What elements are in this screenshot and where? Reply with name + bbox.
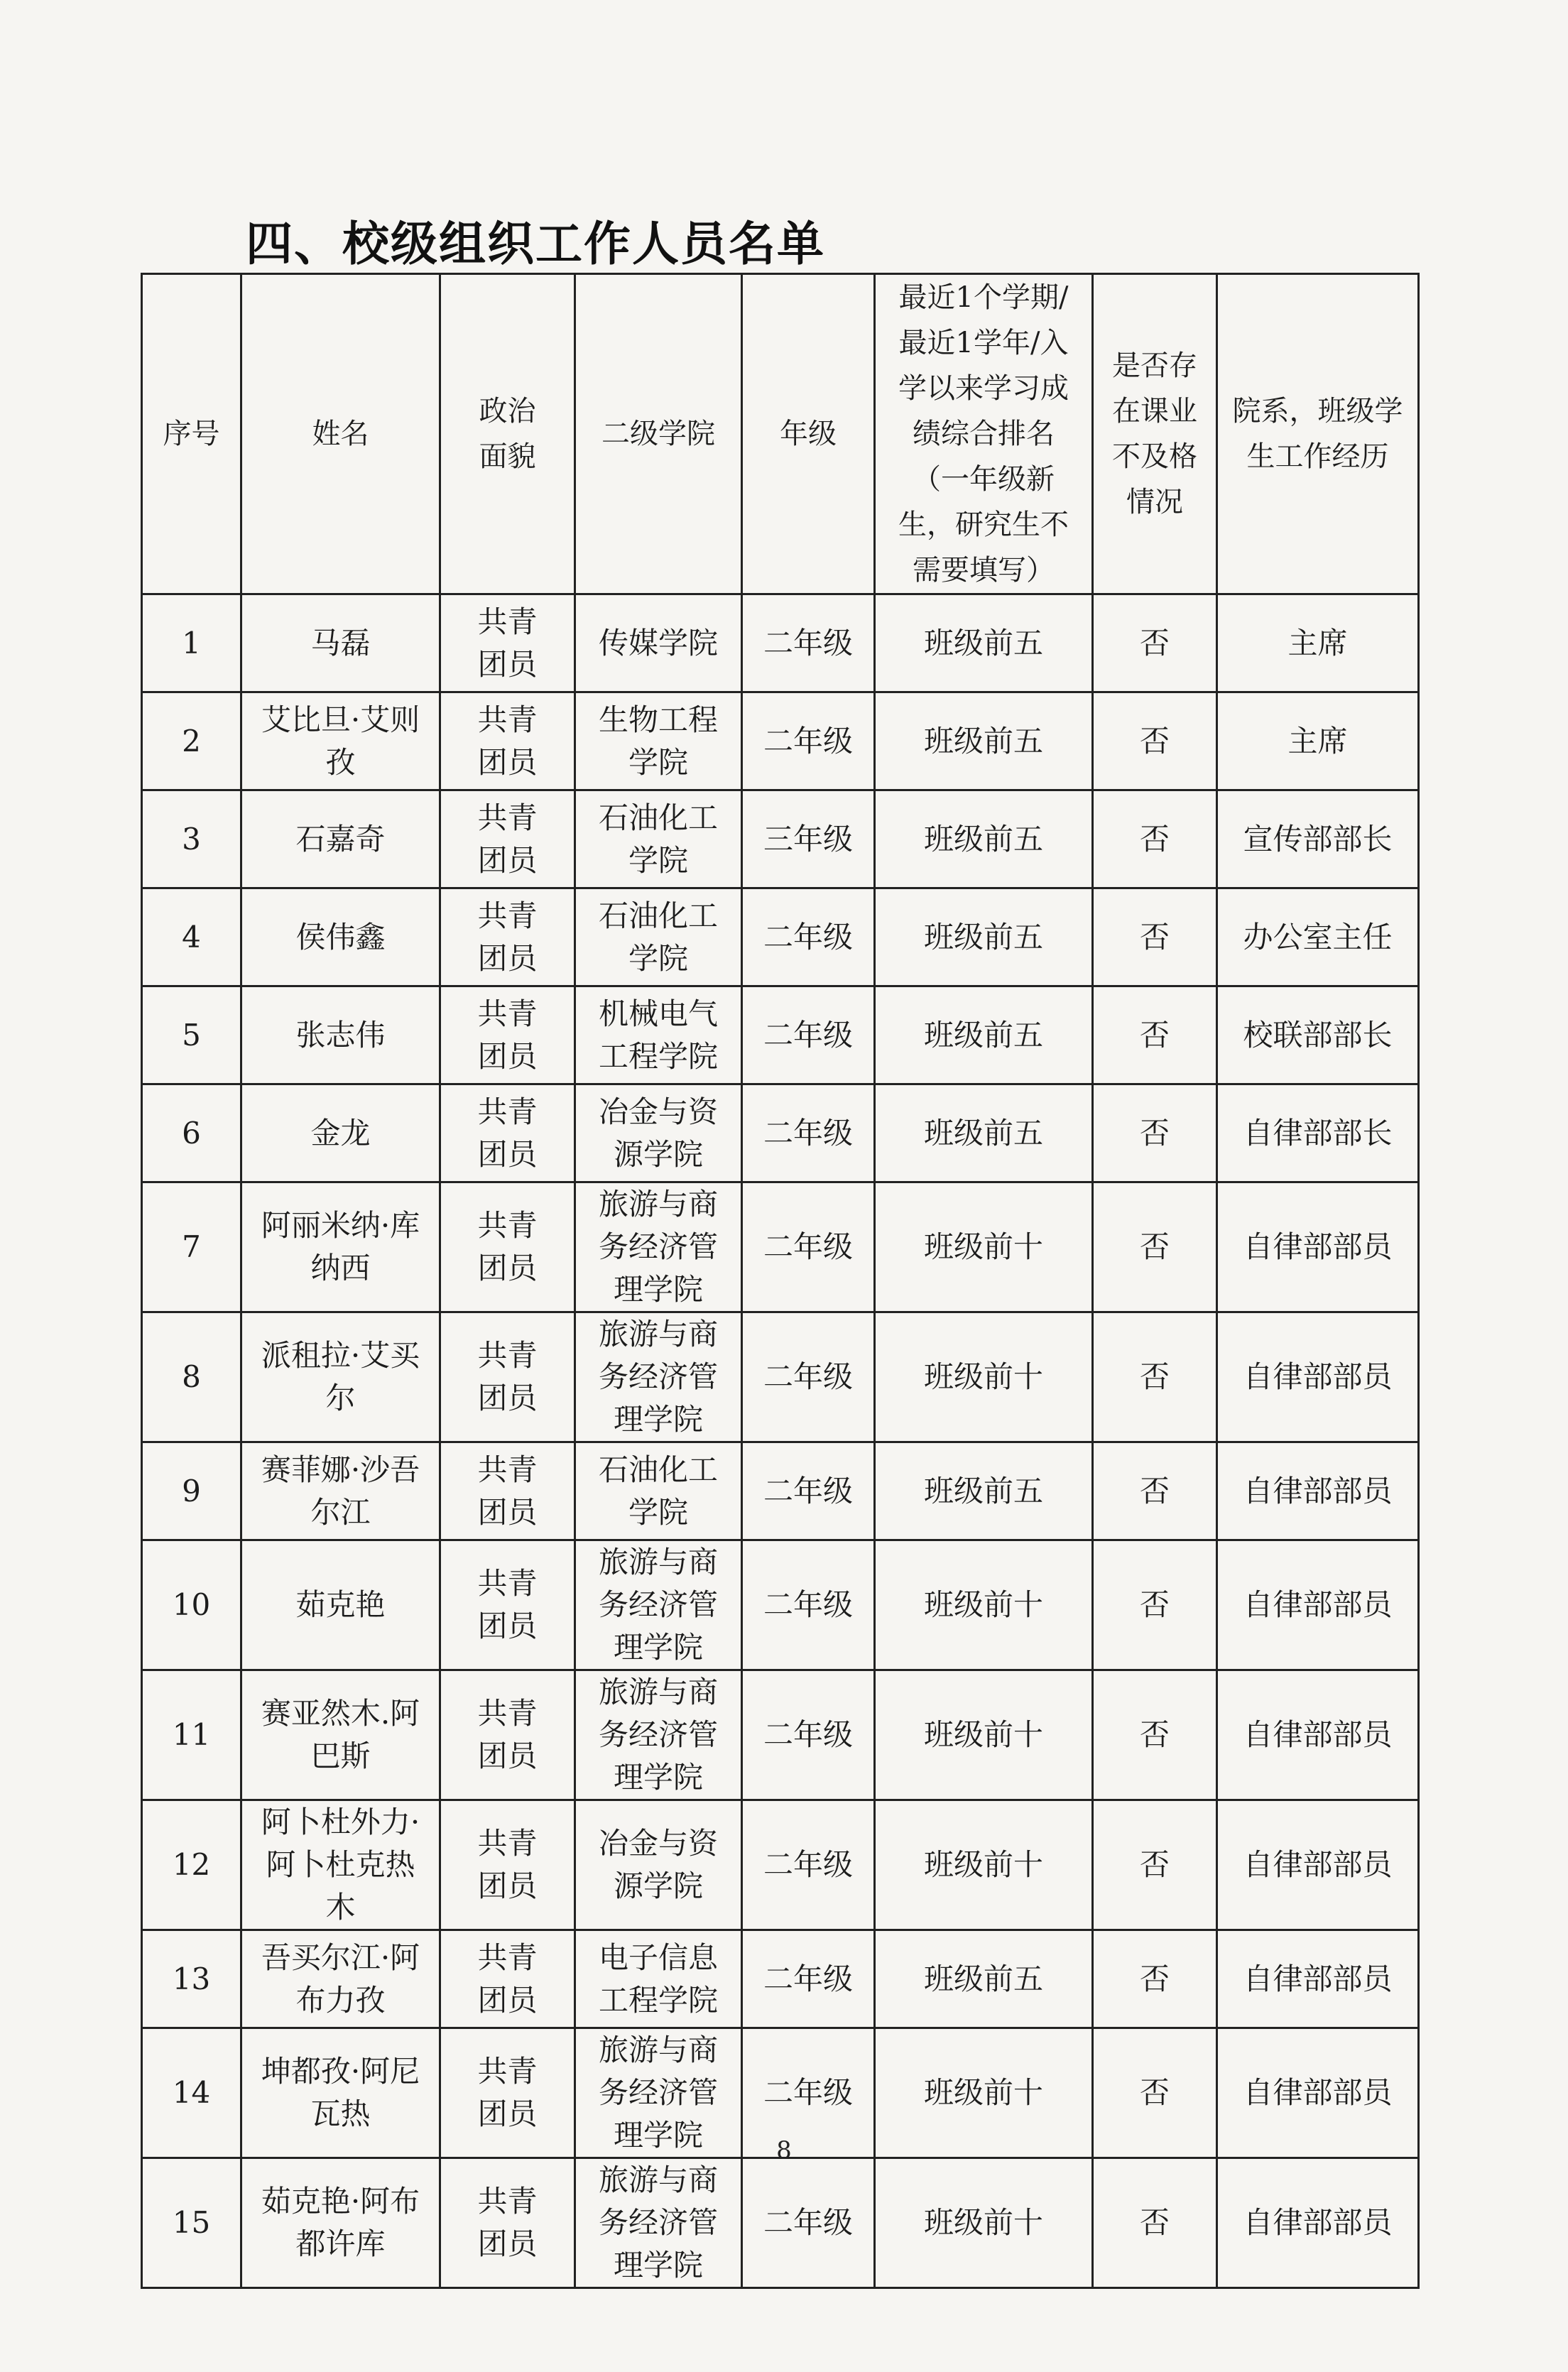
college-text: 冶金与资源学院 [598,1094,718,1172]
college-text: 旅游与商务经济管理学院 [598,2033,718,2153]
failed-courses-text: 否 [1139,1017,1170,1052]
cell-college [575,790,742,888]
cell-college [575,986,742,1084]
failed-courses-text: 否 [1139,1473,1170,1508]
header-row [142,274,1419,594]
cell-work-experience [1217,1084,1419,1182]
table-row [142,1800,1419,1930]
cell-work-experience [1217,692,1419,790]
college-text: 机械电气工程学院 [598,996,718,1074]
ranking-text: 班级前五 [923,1473,1043,1508]
name-text: 张志伟 [295,1017,386,1052]
cell-work-experience [1217,888,1419,986]
cell-college [575,1930,742,2028]
name-text: 坤都孜·阿尼瓦热 [261,2054,420,2131]
cell-college [575,1442,742,1540]
cell-index [142,1540,241,1670]
grade-text: 二年级 [763,2205,853,2240]
cell-failed-courses [1093,1930,1217,2028]
political-status-text: 共青团员 [477,2054,538,2131]
grade-text: 二年级 [763,1587,853,1622]
political-status-text: 共青团员 [477,1094,538,1172]
political-status-text: 共青团员 [477,1338,538,1415]
cell-ranking [875,2158,1093,2288]
political-status-text: 共青团员 [477,898,538,976]
cell-ranking [875,1442,1093,1540]
cell-name [241,1670,440,1800]
grade-text: 二年级 [763,1359,853,1394]
cell-political-status [440,790,575,888]
cell-ranking [875,1800,1093,1930]
cell-work-experience [1217,1442,1419,1540]
table-row [142,2158,1419,2288]
failed-courses-text: 否 [1139,1961,1170,1996]
cell-ranking [875,1670,1093,1800]
cell-college [575,1540,742,1670]
header-cell-work-experience: 院系，班级学生工作经历 [1217,274,1419,594]
cell-work-experience [1217,1800,1419,1930]
ranking-text: 班级前十 [923,1847,1043,1882]
grade-text: 二年级 [763,1115,853,1150]
college-text: 冶金与资源学院 [598,1826,718,1903]
cell-grade [742,1312,875,1442]
grade-text: 二年级 [763,723,853,758]
table-row [142,888,1419,986]
cell-work-experience [1217,1930,1419,2028]
ranking-text: 班级前五 [923,1017,1043,1052]
cell-name [241,1312,440,1442]
name-text: 赛菲娜·沙吾尔江 [261,1452,420,1530]
cell-failed-courses [1093,1540,1217,1670]
college-text: 旅游与商务经济管理学院 [598,1545,718,1665]
cell-political-status [440,1930,575,2028]
name-text: 赛亚然木.阿巴斯 [261,1696,420,1773]
cell-failed-courses [1093,594,1217,692]
cell-index [142,2158,241,2288]
name-text: 茹克艳 [295,1587,386,1622]
cell-college [575,594,742,692]
cell-work-experience [1217,1540,1419,1670]
cell-name [241,1800,440,1930]
ranking-text: 班级前十 [923,2075,1043,2110]
index-text: 12 [172,1847,211,1882]
cell-political-status [440,1540,575,1670]
cell-failed-courses [1093,1182,1217,1312]
ranking-text: 班级前五 [923,919,1043,954]
political-status-text: 共青团员 [477,702,538,780]
index-text: 7 [182,1229,201,1264]
table-row [142,790,1419,888]
cell-index [142,594,241,692]
college-text: 石油化工学院 [598,1452,718,1530]
grade-text: 二年级 [763,1473,853,1508]
cell-work-experience [1217,1182,1419,1312]
roster-body [142,594,1419,2288]
name-text: 金龙 [310,1115,371,1150]
cell-failed-courses [1093,1312,1217,1442]
cell-name [241,1182,440,1312]
grade-text: 二年级 [763,1017,853,1052]
college-text: 旅游与商务经济管理学院 [598,1317,718,1437]
political-status-text: 共青团员 [477,1940,538,2018]
cell-index [142,888,241,986]
cell-ranking [875,888,1093,986]
cell-work-experience [1217,1670,1419,1800]
cell-college [575,692,742,790]
name-text: 艾比旦·艾则孜 [261,702,420,780]
cell-index [142,1084,241,1182]
name-text: 侯伟鑫 [295,919,386,954]
cell-index [142,1800,241,1930]
work-experience-text: 校联部部长 [1243,1017,1393,1052]
cell-ranking [875,1540,1093,1670]
cell-grade [742,1800,875,1930]
cell-name [241,1084,440,1182]
cell-index [142,1670,241,1800]
failed-courses-text: 否 [1139,1115,1170,1150]
work-experience-text: 主席 [1287,723,1348,758]
index-text: 1 [182,625,201,660]
name-text: 马磊 [310,625,371,660]
cell-grade [742,986,875,1084]
table-row [142,1442,1419,1540]
cell-college [575,1182,742,1312]
cell-failed-courses [1093,2028,1217,2158]
cell-index [142,692,241,790]
index-text: 4 [182,919,201,954]
cell-failed-courses [1093,888,1217,986]
cell-name [241,2158,440,2288]
name-text: 阿卜杜外力·阿卜杜克热木 [261,1805,420,1925]
college-text: 旅游与商务经济管理学院 [598,1187,718,1307]
cell-index [142,986,241,1084]
section-title: 四、校级组织工作人员名单 [246,217,825,271]
failed-courses-text: 否 [1139,821,1170,856]
cell-name [241,692,440,790]
failed-courses-text: 否 [1139,723,1170,758]
page-number: 8 [776,2136,792,2165]
header-cell-political-status: 政治面貌 [440,274,575,594]
cell-name [241,790,440,888]
cell-index [142,790,241,888]
cell-failed-courses [1093,986,1217,1084]
cell-work-experience [1217,2158,1419,2288]
cell-ranking [875,2028,1093,2158]
index-text: 14 [172,2075,211,2110]
cell-grade [742,1670,875,1800]
cell-ranking [875,1084,1093,1182]
ranking-text: 班级前十 [923,1717,1043,1752]
cell-college [575,1312,742,1442]
cell-political-status [440,986,575,1084]
work-experience-text: 自律部部员 [1243,1229,1393,1264]
college-text: 旅游与商务经济管理学院 [598,2162,718,2283]
index-text: 11 [172,1717,211,1752]
work-experience-text: 自律部部员 [1243,1587,1393,1622]
cell-name [241,1442,440,1540]
index-text: 3 [182,821,201,856]
failed-courses-text: 否 [1139,1587,1170,1622]
cell-failed-courses [1093,1670,1217,1800]
cell-grade [742,1540,875,1670]
cell-name [241,1930,440,2028]
failed-courses-text: 否 [1139,625,1170,660]
staff-roster-table [141,273,1420,2289]
cell-index [142,1182,241,1312]
work-experience-text: 自律部部长 [1243,1115,1393,1150]
name-text: 茹克艳·阿布都许库 [261,2184,420,2261]
header-cell-name: 姓名 [241,274,440,594]
college-text: 传媒学院 [598,625,718,660]
cell-college [575,2028,742,2158]
political-status-text: 共青团员 [477,1696,538,1773]
cell-failed-courses [1093,1442,1217,1540]
ranking-text: 班级前五 [923,1961,1043,1996]
work-experience-text: 主席 [1287,625,1348,660]
cell-college [575,2158,742,2288]
cell-grade [742,1930,875,2028]
work-experience-text: 自律部部员 [1243,1847,1393,1882]
cell-political-status [440,2158,575,2288]
table-row [142,1670,1419,1800]
ranking-text: 班级前十 [923,1359,1043,1394]
cell-index [142,2028,241,2158]
ranking-text: 班级前五 [923,1115,1043,1150]
table-row [142,1182,1419,1312]
college-text: 电子信息工程学院 [598,1940,718,2018]
cell-name [241,2028,440,2158]
header-cell-college: 二级学院 [575,274,742,594]
cell-grade [742,1442,875,1540]
grade-text: 二年级 [763,1847,853,1882]
grade-text: 二年级 [763,1717,853,1752]
cell-political-status [440,1442,575,1540]
failed-courses-text: 否 [1139,1229,1170,1264]
ranking-text: 班级前十 [923,1587,1043,1622]
table-row [142,986,1419,1084]
header-cell-grade: 年级 [742,274,875,594]
table-row [142,1540,1419,1670]
political-status-text: 共青团员 [477,1826,538,1903]
failed-courses-text: 否 [1139,2075,1170,2110]
grade-text: 二年级 [763,625,853,660]
work-experience-text: 自律部部员 [1243,1359,1393,1394]
cell-grade [742,2028,875,2158]
political-status-text: 共青团员 [477,996,538,1074]
cell-college [575,1670,742,1800]
index-text: 9 [182,1473,201,1508]
ranking-text: 班级前五 [923,723,1043,758]
cell-grade [742,692,875,790]
cell-ranking [875,692,1093,790]
index-text: 6 [182,1115,201,1150]
cell-failed-courses [1093,790,1217,888]
grade-text: 三年级 [763,821,853,856]
failed-courses-text: 否 [1139,2205,1170,2240]
political-status-text: 共青团员 [477,1452,538,1530]
work-experience-text: 自律部部员 [1243,1961,1393,1996]
grade-text: 二年级 [763,919,853,954]
grade-text: 二年级 [763,2075,853,2110]
table-row [142,1084,1419,1182]
cell-political-status [440,594,575,692]
work-experience-text: 自律部部员 [1243,1717,1393,1752]
cell-failed-courses [1093,1084,1217,1182]
cell-ranking [875,986,1093,1084]
cell-political-status [440,1670,575,1800]
ranking-text: 班级前十 [923,2205,1043,2240]
cell-political-status [440,1182,575,1312]
cell-political-status [440,692,575,790]
grade-text: 二年级 [763,1229,853,1264]
cell-name [241,986,440,1084]
table-row [142,1312,1419,1442]
index-text: 15 [172,2205,211,2240]
failed-courses-text: 否 [1139,1847,1170,1882]
ranking-text: 班级前五 [923,625,1043,660]
cell-college [575,888,742,986]
cell-political-status [440,1084,575,1182]
cell-college [575,1084,742,1182]
cell-work-experience [1217,2028,1419,2158]
cell-index [142,1312,241,1442]
name-text: 石嘉奇 [295,821,386,856]
cell-ranking [875,1930,1093,2028]
cell-ranking [875,790,1093,888]
table-row [142,692,1419,790]
political-status-text: 共青团员 [477,800,538,878]
cell-grade [742,790,875,888]
table-row [142,594,1419,692]
cell-work-experience [1217,986,1419,1084]
political-status-text: 共青团员 [477,2184,538,2261]
cell-grade [742,1084,875,1182]
college-text: 石油化工学院 [598,800,718,878]
cell-failed-courses [1093,2158,1217,2288]
cell-work-experience [1217,790,1419,888]
work-experience-text: 自律部部员 [1243,2075,1393,2110]
index-text: 5 [182,1017,201,1052]
cell-ranking [875,1312,1093,1442]
cell-work-experience [1217,1312,1419,1442]
index-text: 13 [172,1961,211,1996]
work-experience-text: 办公室主任 [1243,919,1393,954]
cell-political-status [440,888,575,986]
cell-grade [742,888,875,986]
name-text: 阿丽米纳·库纳西 [261,1208,420,1285]
cell-work-experience [1217,594,1419,692]
cell-name [241,1540,440,1670]
cell-political-status [440,2028,575,2158]
header-cell-failed-courses: 是否存在课业不及格情况 [1093,274,1217,594]
name-text: 吾买尔江·阿布力孜 [261,1940,420,2018]
index-text: 8 [182,1359,201,1394]
cell-grade [742,594,875,692]
header-cell-ranking: 最近1个学期/最近1学年/入学以来学习成绩综合排名（一年级新生，研究生不需要填写） [875,274,1093,594]
cell-grade [742,2158,875,2288]
cell-ranking [875,1182,1093,1312]
failed-courses-text: 否 [1139,919,1170,954]
index-text: 2 [182,723,201,758]
table-row [142,1930,1419,2028]
college-text: 石油化工学院 [598,898,718,976]
cell-grade [742,1182,875,1312]
political-status-text: 共青团员 [477,1566,538,1643]
political-status-text: 共青团员 [477,604,538,682]
grade-text: 二年级 [763,1961,853,1996]
cell-index [142,1442,241,1540]
work-experience-text: 宣传部部长 [1243,821,1393,856]
cell-failed-courses [1093,1800,1217,1930]
cell-index [142,1930,241,2028]
ranking-text: 班级前十 [923,1229,1043,1264]
header-cell-index: 序号 [142,274,241,594]
college-text: 旅游与商务经济管理学院 [598,1675,718,1795]
cell-name [241,594,440,692]
name-text: 派租拉·艾买尔 [261,1338,420,1415]
cell-ranking [875,594,1093,692]
cell-political-status [440,1800,575,1930]
work-experience-text: 自律部部员 [1243,2205,1393,2240]
index-text: 10 [172,1587,211,1622]
college-text: 生物工程学院 [598,702,718,780]
cell-name [241,888,440,986]
work-experience-text: 自律部部员 [1243,1473,1393,1508]
political-status-text: 共青团员 [477,1208,538,1285]
cell-political-status [440,1312,575,1442]
failed-courses-text: 否 [1139,1717,1170,1752]
failed-courses-text: 否 [1139,1359,1170,1394]
cell-college [575,1800,742,1930]
cell-failed-courses [1093,692,1217,790]
ranking-text: 班级前五 [923,821,1043,856]
